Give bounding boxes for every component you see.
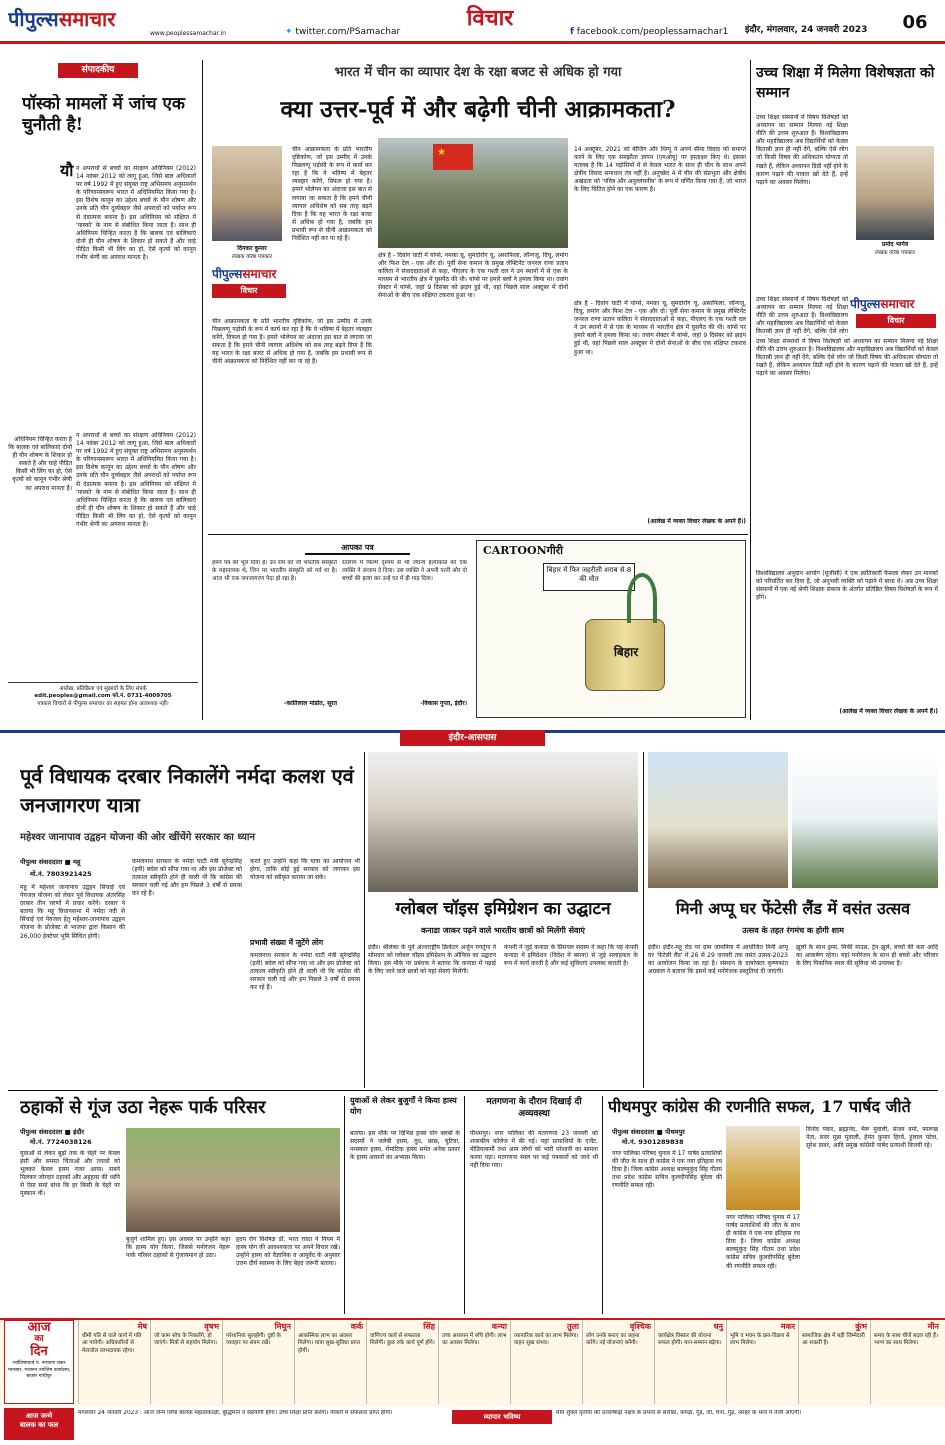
appu-body-2: झूलों के साथ ड्रम्स, मिकी माउस, ट्रेन झूले, बच्चों की कार आदि का आकर्षण रहेगा। यहां मनोरंजन के साथ ही बच्चों और परिवार के लिए पिकनिक स्थल की सुविधा भी उपलब्ध है। [796, 944, 938, 968]
editorial-body-2: न अपराधों से बच्चों का संरक्षण अधिनियम (2012) 14 नवंबर 2012 को लागू हुआ, जिसे बाल अधिकारों पर वर्ष 1992 में हुए संयुक्त राष्ट्र अभिसमय अनुसमर्थन के परिणामस्वरूप भारत में अधिनियमित किया गया है। इस विशेष कानून का उद्देश्य बच्चों के यौन शोषण और उनके प्रति यौन दुर्व्यवहार जैसे अपराधों को पर्याप्त रूप से दंडात्मक बनाना है। इस अधिनियम को संक्षिप्त में 'पास्को' के नाम से संबोधित किया जाता है। साथ ही अधिनियम चिन्हित करता है कि बालक एवं बालिकाएं दोनों ही यौन शोषण के शिकार हो सकते हैं और चाहे पीड़ित किसी भी लिंग का हो, ऐसे कृत्यों को कानून गंभीर श्रेणी का अपराध मानता है। [76, 432, 196, 529]
pithampur-byline: पीपुल्स संवाददाता ■ पीथमपुर [612, 1128, 685, 1136]
horoscope-dhanu: धनु कार्यक्षेत्र विस्तार की योजना सफल होगी। मान-सम्मान बढ़ेगा। [654, 1320, 726, 1404]
pithampur-body-1b: नगर पालिका परिषद चुनाव में 17 पार्षद प्रत्याशियों की जीत के साथ ही कांग्रेस ने एक नया इतिहास रच दिया है। जिला कांग्रेस अध्यक्ष बालमुकुंद सिंह गौतम तथा प्रदेश कांग्रेस सचिव कुलदीपसिंह बुंदेला की रणनीति सफल रही। [726, 1214, 800, 1270]
cartoon-caption: बिहार में फिर जहरीली शराब से 8 की मौत [543, 563, 635, 591]
thahake-phone: मो.नं. 7724038126 [30, 1138, 92, 1146]
twitter-icon: ✦ [285, 27, 293, 37]
thahake-body-1: युवाओं से लेकर बूढ़ों तक के चेहरे पर केवल हंसी और समस्त चिंताओं और तनावों को भूलकर केवल हास्य नजर आया। सबने मिलकर जोरदार ठहाकों और अट्टहास की ध्वनि से ऐसा समां बांधा कि हर किसी के चेहरे पर मुस्कान थी। [20, 1150, 120, 1198]
appu-body-1: इंदौर। इंदौर-महू रोड पर ग्राम जामनिया में आयोजित मिनी अप्पू घर 'फेंटेसी लैंड' में 26 से 29 जनवरी तक वसंत उत्सव-2023 का आयोजन किया जा रहा है। संस्थान के डायरेक्टर कृष्णकांत अग्रवाल ने बताया कि इसमें कई मनोरंजक प्रस्तुतियां दी जाएंगी। [648, 944, 788, 976]
horoscope-singh: सिंह वाणिज्य कार्य से सफलता मिलेगी। कुछ रुके कार्य पूर्ण होंगे। [366, 1320, 438, 1404]
main-article-col3b: क्षेत्र है - दिवांग घाटी में यांग्से, नमका चू, सुमदोरोंग चू, असाफिला, लॉन्गजू, दिचू, लमांग और फिश टेल - एक और दो। पूर्वी सेना कमान के प्रमुख लेफ्टिनेंट जनरल राणा प्रताप कलिता ने संवाददाताओं से कहा, पीएलए के एक गश्ती दल ने उन स्थानों में से एक के माध्यम से भारतीय क्षेत्र में घुसपैठ की थी। यांग्से पर हमारे बलों ने हमला किया था। तवांग सेक्टर में यांग्से, जहां 9 दिसंबर को झड़प हुई थी, वहां पिछले साल अक्टूबर में दोनों सेनाओं के बीच एक संक्षिप्त टकराव हुआ था। [574, 300, 746, 356]
child-forecast-text: मंगलवार 24 जनवरी 2023 : आज जन्म लिया बालक महत्वाकांक्षी, बुद्धिमान व सहयोगी होगा। उच्च शिक्षा प्राप्त करेगा। नौकरी में सफलता प्राप्त होगी। [78, 1410, 393, 1416]
dinosaur-photo [648, 752, 788, 888]
editorial-contact: आलेख, प्रतिक्रिया एवं सुझावों के लिए संपर्क edit.peoples@gmail.com फो.नं. 0731-4009705 पत्रकार विचारों से पीपुल्स समाचार का सहमत होना आवश्यक नहीं। [8, 682, 198, 716]
horoscope-grid [78, 1320, 942, 1404]
author-photo-pramod [856, 146, 934, 240]
pithampur-phone: मो.नं. 9301289838 [622, 1138, 684, 1146]
main-article-headline: क्या उत्तर-पूर्व में और बढ़ेगी चीनी आक्रामकता? [280, 96, 676, 123]
horoscope-meen: मीन समय के साथ चीजें बदल रही हैं। भाग्य का साथ मिलेगा। [870, 1320, 942, 1404]
horoscope-tula: तुला व्यापारिक कार्य का लाभ मिलेगा। वाहन सुख संभव। [510, 1320, 582, 1404]
higher-ed-logo: पीपुल्ससमाचार [850, 297, 915, 311]
narmada-byline: पीपुल्स संवाददाता ■ महू [20, 858, 81, 866]
website-url[interactable]: www.peoplessamachar.in [150, 30, 226, 37]
letter-1-body: हमने पत्र को भूल दिया है। उन राम को जो भारतीय संस्कृति के महानायक थे, जिन पर भारतीय संस्कृति को गर्व था है। आज भी एक जनजागरण पैदा हो रहा है। [212, 560, 337, 582]
business-forecast-label: व्यापार भविष्य [452, 1410, 552, 1424]
main-article-kicker: भारत में चीन का व्यापार देश के रक्षा बजट से अधिक हो गया [334, 65, 622, 80]
higher-ed-footer: (आलेख में व्यक्त विचार लेखक के अपने हैं।) [839, 708, 938, 715]
horoscope-makar: मकर भूमि व भवन के क्रय-विक्रय से लाभ मिलेगा। [726, 1320, 798, 1404]
cartoon-label: CARTOONगीरी [483, 544, 564, 557]
liquor-drum: बिहार [585, 619, 665, 691]
horoscope-title-box: आज का दिन ज्योतिषाचार्य पं. नारायण शंकर भावसार, गजानन ज्योतिष कार्यालय, बाज़ार गांधीपुर [4, 1320, 74, 1404]
horoscope-mithun: मिथुन परेशानियां सुलझेंगी। दुष्टों के व्यवहार पर संयम रखें। [222, 1320, 294, 1404]
narmada-headline: पूर्व विधायक दरबार निकालेंगे नर्मदा कलश एवं जनजागरण यात्रा [20, 764, 354, 817]
facebook-handle[interactable]: f facebook.com/peoplessamachar1 [570, 27, 729, 37]
twitter-handle[interactable]: ✦ twitter.com/PSamachar [285, 27, 401, 37]
horoscope-kumbh: कुंभ सामाजिक क्षेत्र में बड़ी जिम्मेदारी आ सकती है। [798, 1320, 870, 1404]
higher-ed-body-1b: उच्च शिक्षा संस्थानों में विषय विशेषज्ञों को अध्यापन का सम्मान मिलना नई शिक्षा नीति की उत्तम शुरुआत है। विश्वविद्यालय और महाविद्यालय अब विद्यार्थियों को केवल किताबी ज्ञान ही नहीं देंगे, बल्कि ऐसे लोग [756, 296, 848, 336]
china-flag-icon: ★ [433, 144, 473, 170]
main-article-col2: क्षेत्र है - दिवांग घाटी में यांग्से, नमका चू, सुमदोरोंग चू, असाफिला, लॉन्गजू, दिचू, लमांग और फिश टेल - एक और दो। पूर्वी सेना कमान के प्रमुख लेफ्टिनेंट जनरल राणा प्रताप कलिता ने संवाददाताओं से कहा, पीएलए के एक गश्ती दल ने उन स्थानों में से एक के माध्यम से भारतीय क्षेत्र में घुसपैठ की थी। यांग्से पर हमारे बलों ने हमला किया था। तवांग सेक्टर में यांग्से, जहां 9 दिसंबर को झड़प हुई थी, वहां पिछले साल अक्टूबर में दोनों सेनाओं के बीच एक संक्षिप्त टकराव हुआ था। [378, 252, 568, 300]
section-title: विचार [466, 5, 514, 31]
laughing-club-photo [126, 1128, 340, 1232]
letters-label: आपका पत्र [305, 541, 410, 555]
immigration-body-1: इंदौर। श्रीलंका के पूर्व अंतरराष्ट्रीय क्रिकेटर अर्जुन रणतुंगा ने सोमवार को ग्लोबल चॉइस इमिग्रेशन के ऑफिस का उद्घाटन किया। इस मौके पर प्रबंधक ने बताया कि कनाडा में पढ़ाई के लिए जाने वाले छात्रों को यहां सेवाएं मिलेंगी। [368, 944, 496, 976]
editorial-headline: पॉस्को मामलों में जांच एक चुनौती है! [22, 94, 185, 136]
narmada-phone: मो.नं. 7803921425 [30, 870, 92, 878]
narmada-body-3: करते हुए उन्होंने कहा कि यात्रा का आयोजन भी होगा, ताकि सोई हुई सरकार को जगाकर इस योजना को स्वीकृत कराया जा सके। [250, 858, 360, 882]
immigration-headline: ग्लोबल चॉइस इमिग्रेशन का उद्घाटन [395, 899, 611, 919]
narmada-subhead2: प्रभावी संख्या में जुटेंगे लोग [250, 938, 324, 947]
higher-ed-headline: उच्च शिक्षा में मिलेगा विशेषज्ञता को सम्मान [756, 65, 935, 101]
pithampur-headline: पीथमपुर कांग्रेस की रणनीति सफल, 17 पार्षद जीते [608, 1097, 911, 1116]
horoscope-kark: कर्क आकस्मिक लाभ का अवसर मिलेगा। यात्रा सुख-सुविधा प्राप्त होगी। [294, 1320, 366, 1404]
letter-2-body: रतलाम में फिल्म दृश्यम से भी जघन्य हत्याकांड को एक व्यक्ति ने अंजाम दे दिया। उस व्यक्ति ने अपनी पत्नी और दो बच्चों की हत्या कर उन्हें घर में ही गाड़ दिया। [342, 560, 467, 582]
horoscope-vrishabh: वृषभ जो काम सोच के निकलेंगे, हो जाएंगे। मित्रों से सहयोग मिलेगा। [150, 1320, 222, 1404]
main-author-role: लेखक वरिष्ठ पत्रकार [232, 254, 272, 260]
councillor-photo [726, 1126, 800, 1210]
masthead [0, 0, 945, 44]
higher-ed-body-1: उच्च शिक्षा संस्थानों में विषय विशेषज्ञों को अध्यापन का सम्मान मिलना नई शिक्षा नीति की उत्तम शुरुआत है। विश्वविद्यालय और महाविद्यालय अब विद्यार्थियों को केवल किताबी ज्ञान ही नहीं देंगे, बल्कि ऐसे लोग जो किसी विषय की अधिकतम योग्यता तो रखते हैं, लेकिन अध्यापन डिग्री नहीं होने के कारण पढ़ाने की पात्रता खो देते हैं, इन्हें पढ़ाने का अवसर मिलेगा। [756, 114, 848, 186]
thahake-byline: पीपुल्स संवाददाता ■ इंदौर [20, 1128, 85, 1136]
higher-ed-author-role: लेखक वरिष्ठ पत्रकार [875, 250, 915, 256]
appu-headline: मिनी अप्पू घर फेंटेसी लैंड में वसंत उत्सव [675, 899, 911, 918]
edition-date: इंदौर, मंगलवार, 24 जनवरी 2023 [745, 25, 868, 35]
soldiers-photo [378, 138, 568, 248]
fantasy-land-photo [792, 752, 938, 888]
snake-drawing [627, 573, 657, 623]
narmada-body-4: कमलनाथ सरकार के नर्मदा घाटी मंत्री सुरेन्द्रसिंह (हनी) बघेल को सौंपा गया था और इस प्रोजेक्ट को तत्काल स्वीकृति होने ही वाली थी कि कांग्रेस की सरकार चली गई और हम पिछले 3 वर्षों से प्रयास कर रहे हैं। [250, 952, 360, 992]
pithampur-body-1: नगर पालिका परिषद चुनाव में 17 पार्षद प्रत्याशियों की जीत के साथ ही कांग्रेस ने एक नया इतिहास रच दिया है। जिला कांग्रेस अध्यक्ष बालमुकुंद सिंह गौतम तथा प्रदेश कांग्रेस सचिव कुलदीपसिंह बुंदेला की रणनीति सफल रही। [612, 1150, 722, 1190]
immigration-subhead: कनाडा जाकर पढ़ने वाले भारतीय छात्रों को मिलेंगी सेवाएं [421, 926, 585, 935]
narmada-subhead: महेश्वर जानापाव उद्वहन योजना की ओर खींचेंगे सरकार का ध्यान [20, 832, 256, 843]
thahake-headline: ठहाकों से गूंज उठा नेहरू पार्क परिसर [20, 1097, 266, 1118]
drop-cap: यौ [60, 161, 74, 180]
main-author-name: दिनकर कुमार [237, 245, 267, 252]
horoscope-mesh: मेष धीमी गति से वाले कार्य में गति आ पायेगी। अधिकारियों से मेलजोल लाभदायक रहेगा। [78, 1320, 150, 1404]
page-number: 06 [902, 12, 928, 33]
higher-ed-body-2: उच्च शिक्षा संस्थानों में विषय विशेषज्ञों को अध्यापन का सम्मान मिलना नई शिक्षा नीति की उत्तम शुरुआत है। विश्वविद्यालय और महाविद्यालय अब विद्यार्थियों को केवल किताबी ज्ञान ही नहीं देंगे, बल्कि ऐसे लोग जो किसी विषय की अधिकतम योग्यता तो रखते हैं, लेकिन अध्यापन डिग्री नहीं होने के कारण पढ़ाने की पात्रता खो देते हैं, इन्हें पढ़ाने का अवसर मिलेगा। [756, 338, 938, 378]
main-article-logo: पीपुल्ससमाचार [212, 267, 277, 281]
editorial-body-1: न अपराधों से बच्चों का संरक्षण अधिनियम (2012) 14 नवंबर 2012 को लागू हुआ, जिसे बाल अधिकारों पर वर्ष 1992 में हुए संयुक्त राष्ट्र अभिसमय अनुसमर्थन के परिणामस्वरूप भारत में अधिनियमित किया गया है। इस विशेष कानून का उद्देश्य बच्चों के यौन शोषण और उनके प्रति यौन दुर्व्यवहार जैसे अपराधों को पर्याप्त रूप से दंडात्मक बनाना है। इस अधिनियम को संक्षिप्त में 'पास्को' के नाम से संबोधित किया जाता है। साथ ही अधिनियम चिन्हित करता है कि बालक एवं बालिकाएं दोनों ही यौन शोषण के शिकार हो सकते हैं और चाहे पीड़ित किसी भी लिंग का हो, ऐसे कृत्यों को कानून गंभीर श्रेणी का अपराध मानता है। [76, 165, 196, 262]
thahake-body-2: हृदय रोग विशेषज्ञ डॉ. भरत रावत ने नियम में हास्य योग की आवश्यकता पर अपने विचार रखे। उन्होंने हास्य को वैज्ञानिक व आयुर्वेद के अनुसार उत्तम दीर्घ स्वास्थ्य के लिए बेहद जरूरी बताया। [236, 1236, 340, 1268]
yoga-headline: युवाओं से लेकर बुजुर्गों ने किया हास्य योग [350, 1096, 457, 1116]
main-article-col1: चीन आक्रामकता के प्रति भारतीय दृष्टिकोण, जो इस उम्मीद में उनके पिछलग्गू पड़ोसी के रूप में कार्य कर रहा है कि ये भविष्य में बेहतर व्यवहार करेंगे, विफल हो गया है। हमारे भोलेपन का अंदाजा इस बात से लगाया जा सकता है कि हमने चीनी व्यापार अधिशेष को सब तरह बढ़ने दिया है कि यह भारत के रक्षा बजट से अधिक हो गया है, जबकि हम प्रभावी रूप से चीनी आक्रामकता को निर्देशित नहीं कर पा रहे हैं। [292, 146, 372, 243]
editorial-label: संपादकीय [58, 63, 138, 78]
letter-2-sign: -विकास गुप्ता, इंदौर। [420, 700, 467, 707]
appu-subhead: उत्सव के तहत रंगमंच क होगी शाम [742, 926, 844, 935]
higher-ed-body-3: विश्वविद्यालय अनुदान आयोग (यूजीसी) ने एक क्रांतिकारी फैसला लेकर उन मानकों को परिवर्तित कर दिया है, जो अनुभवी व्यक्ति को पढ़ाने में बाधा थे। अब उच्च शिक्षा संस्थानों में एक नई श्रेणी शिक्षक संकाय के अंतर्गत प्रतिष्ठित विषय विशेषज्ञों के रूप में होंगे। [756, 570, 938, 602]
letter-1-sign: -कातिलाल मांडोत, सूरत [283, 700, 337, 707]
newspaper-logo: पीपुल्ससमाचार [8, 7, 116, 31]
cartoon-panel [476, 540, 746, 718]
pithampur-body-2: विनोद पंवार, ब्रह्मानंद, भैरू मुवाली, संजय वर्मा, फारूख नेता, सदर मुन्ना मुवाली, हेमंत कुमार हिरवे, हुलाल पटेल, सुरेश डावर, आदि प्रमुख कांग्रेसी पार्षद प्रत्याशी विजयी रहे। [806, 1126, 938, 1150]
thahake-photo-caption: बुजुर्ग शामिल हुए। इस अवसर पर उन्होंने कहा कि हास्य योग किया, जिससे मनोरंजन नेहरू पार्क परिसर ठहाकों से गुंजायमान हो उठा। [126, 1236, 230, 1260]
yoga-body: बताया। इस मौके पर विभिन्न हास्य योग क्लबों के सदस्यों ने जलेबी हास्य, दूध, छाछ, चुटिया, नमस्कार हास्य, रोमांटिक हास्य समेत अनेक प्रकार के हास्य आसनों का अभ्यास किया। [350, 1130, 460, 1162]
immigration-photo [368, 752, 638, 892]
counting-headline: मतगणना के दौरान दिखाई दी अव्यवस्था [486, 1097, 582, 1120]
horoscope-kanya: कन्या उच्च अध्ययन में रुचि होगी। लाभ का अवसर मिलेगा। [438, 1320, 510, 1404]
immigration-body-2: कंपनी ने जुड़े कनाडा के प्रिंसपल सदस्य ने कहा कि यह कंपनी कनाडा में इमिग्रेशन (विदेश में बसना) से जुड़े सलाहकार के रूप में कार्य करती है और कई सुविधाएं उपलब्ध कराती है। [504, 944, 638, 968]
facebook-icon: f [570, 27, 574, 37]
main-article-footer: (आलेख में व्यक्त विचार लेखक के अपने हैं।) [647, 518, 746, 525]
editorial-pullquote: अधिनियम चिन्हित करता है कि बालक एवं बालिकाएं दोनों ही यौन शोषण के शिकार हो सकते हैं और चाहे पीड़ित किसी भी लिंग का हो, ऐसे कृत्यों को कानून गंभीर श्रेणी का अपराध मानता है। [8, 436, 72, 492]
narmada-body-2: कमलनाथ सरकार के नर्मदा घाटी मंत्री सुरेन्द्रसिंह (हनी) बघेल को सौंपा गया था और इस प्रोजेक्ट को तत्काल स्वीकृति होने ही वाली थी कि कांग्रेस की सरकार चली गई और हम पिछले 3 वर्षों से प्रयास कर रहे हैं। [132, 858, 242, 898]
horoscope-vrishchik: वृश्चिक लोग उनके बनाए का कहना करेंगे। नई योजनाएं बनेंगी। [582, 1320, 654, 1404]
main-article-tag: विचार [212, 284, 286, 298]
main-article-col1b: चीन आक्रामकता के प्रति भारतीय दृष्टिकोण, जो इस उम्मीद में उनके पिछलग्गू पड़ोसी के रूप में कार्य कर रहा है कि ये भविष्य में बेहतर व्यवहार करेंगे, विफल हो गया है। हमारे भोलेपन का अंदाजा इस बात से लगाया जा सकता है कि हमने चीनी व्यापार अधिशेष को सब तरह बढ़ने दिया है कि यह भारत के रक्षा बजट से अधिक हो गया है, जबकि हम प्रभावी रूप से चीनी आक्रामकता को निर्देशित नहीं कर पा रहे हैं। [212, 318, 372, 366]
author-photo-dinkar [212, 146, 282, 241]
higher-ed-author-name: प्रमोद भार्गव [881, 241, 909, 248]
main-article-col3: 14 अक्टूबर, 2021 को बीजिंग और थिम्पू ने अपने सीमा विवाद को समाप्त करने के लिए एक समझौता ज्ञापन (एमओयू) पर हस्ताक्षर किए थे। इसका मतलब है कि 14 पड़ोसियों में से केवल भारत के साथ ही चीन के साथ अपने क्षेत्रीय विवाद समाधान तंत्र नहीं है। अनुच्छेद 4 में चीन की संप्रभुता और क्षेत्रीय अखंडता को 'पवित्र और अनुल्लंघनीय' के रूप में वर्णित किया गया है, जो भारत के लिए चिंतित होने का एक कारण है। [574, 146, 746, 194]
counting-body: पीथमपुर। नगर पालिका की मतगणना 23 जनवरी को शासकीय कॉलेज में की गई। यहां प्रत्याशियों के एजेंट, मीडियाकर्मी तथा आम लोगों को भारी परेशानी का सामना करना पड़ा। मतगणना स्थल पर कई पत्रकारों को जाने भी नहीं दिया गया। [470, 1130, 598, 1170]
narmada-body-1: महू में महेश्वर जानापाव उद्वहन सिंचाई एवं पेयजल योजना को लेकर पूर्व विधायक अंतरसिंह दरबार तीन चरणों में प्रचार करेंगे। दरबार ने बताया कि महू विधानसभा में नर्मदा नदी से सिंचाई एवं पेयजल हेतु महेश्वर-जानापाव उद्वहन योजना के प्रोजेक्ट से भाजपा द्वारा किसान की 26,000 हेक्टेयर भूमि सिंचित होगी। [20, 884, 125, 940]
higher-ed-tag: विचार [856, 314, 936, 328]
child-forecast-label: आज जन्मे बालक का फल [4, 1408, 74, 1440]
indore-section-label: इंदौर-आसपास [400, 730, 545, 746]
business-forecast-text: माघ शुक्ल तृतीया को उत्तराषाढ़ा नक्षत्र के प्रभाव से सर्राफ़ा, कपड़ा, गुड़, जौ, चना, गुड़, अरहर के भाव में तेजी आएगी। [556, 1410, 802, 1416]
